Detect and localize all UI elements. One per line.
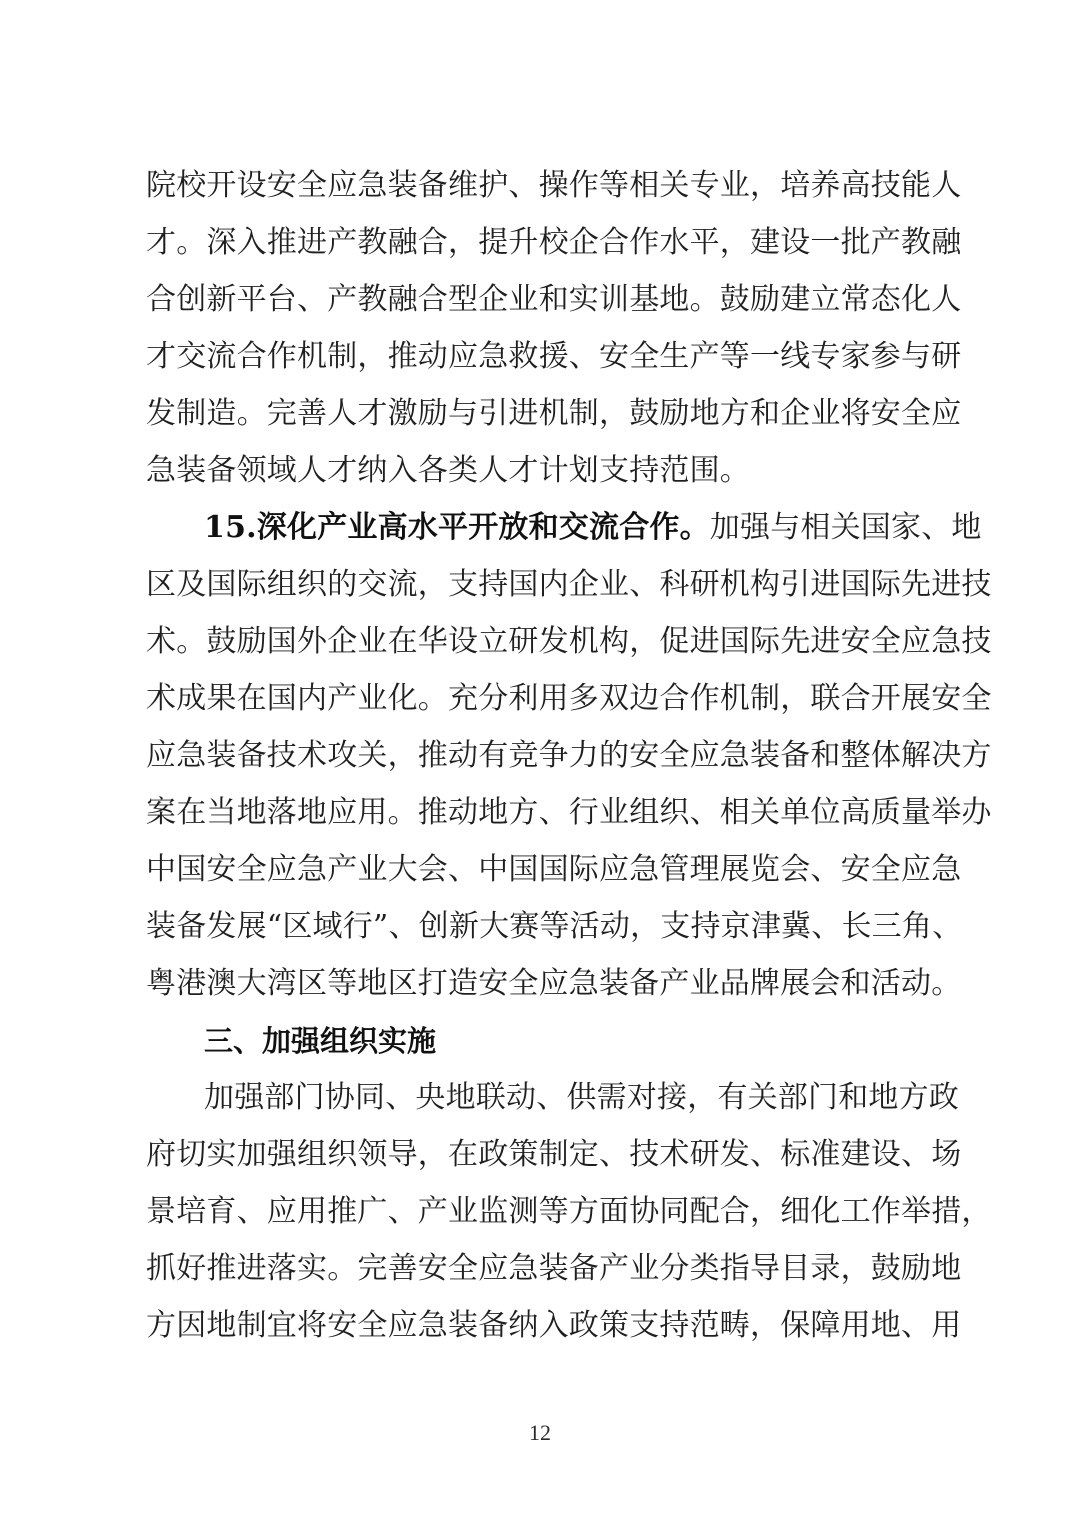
paragraph-line: 案在当地落地应用。推动地方、行业组织、相关单位高质量举办 <box>146 795 992 830</box>
paragraph-line: 院校开设安全应急装备维护、操作等相关专业，培养高技能人 <box>146 168 962 203</box>
paragraph-line: 术成果在国内产业化。充分利用多双边合作机制，联合开展安全 <box>146 681 992 716</box>
paragraph-line: 区及国际组织的交流，支持国内企业、科研机构引进国际先进技 <box>146 567 992 602</box>
paragraph-line: 才交流合作机制，推动应急救援、安全生产等一线专家参与研 <box>146 339 962 374</box>
paragraph-line: 急装备领域人才纳入各类人才计划支持范围。 <box>146 453 750 488</box>
paragraph-line: 府切实加强组织领导，在政策制定、技术研发、标准建设、场 <box>146 1137 962 1172</box>
item-title: 15.深化产业高水平开放和交流合作。 <box>204 510 710 545</box>
paragraph-line: 合创新平台、产教融合型企业和实训基地。鼓励建立常态化人 <box>146 282 962 317</box>
section-heading: 三、加强组织实施 <box>204 1024 437 1058</box>
paragraph-line: 方因地制宜将安全应急装备纳入政策支持范畴，保障用地、用 <box>146 1308 962 1343</box>
paragraph-line: 术。鼓励国外企业在华设立研发机构，促进国际先进安全应急技 <box>146 624 992 659</box>
page-number: 12 <box>529 1420 551 1445</box>
paragraph-first-line <box>204 499 982 557</box>
paragraph-first-line: 加强部门协同、央地联动、供需对接，有关部门和地方政 <box>204 1080 959 1115</box>
paragraph-line: 抓好推进落实。完善安全应急装备产业分类指导目录，鼓励地 <box>146 1251 962 1286</box>
paragraph-line: 发制造。完善人才激励与引进机制，鼓励地方和企业将安全应 <box>146 396 962 431</box>
paragraph-line: 装备发展“区域行”、创新大赛等活动，支持京津冀、长三角、 <box>146 909 963 944</box>
paragraph-line: 粤港澳大湾区等地区打造安全应急装备产业品牌展会和活动。 <box>146 966 962 1001</box>
paragraph-line: 应急装备技术攻关，推动有竞争力的安全应急装备和整体解决方 <box>146 738 992 773</box>
paragraph-line: 中国安全应急产业大会、中国国际应急管理展览会、安全应急 <box>146 852 962 887</box>
paragraph-line: 才。深入推进产教融合，提升校企合作水平，建设一批产教融 <box>146 225 962 260</box>
item-text: 加强与相关国家、地 <box>709 510 982 545</box>
paragraph-line: 景培育、应用推广、产业监测等方面协同配合，细化工作举措， <box>146 1194 992 1229</box>
